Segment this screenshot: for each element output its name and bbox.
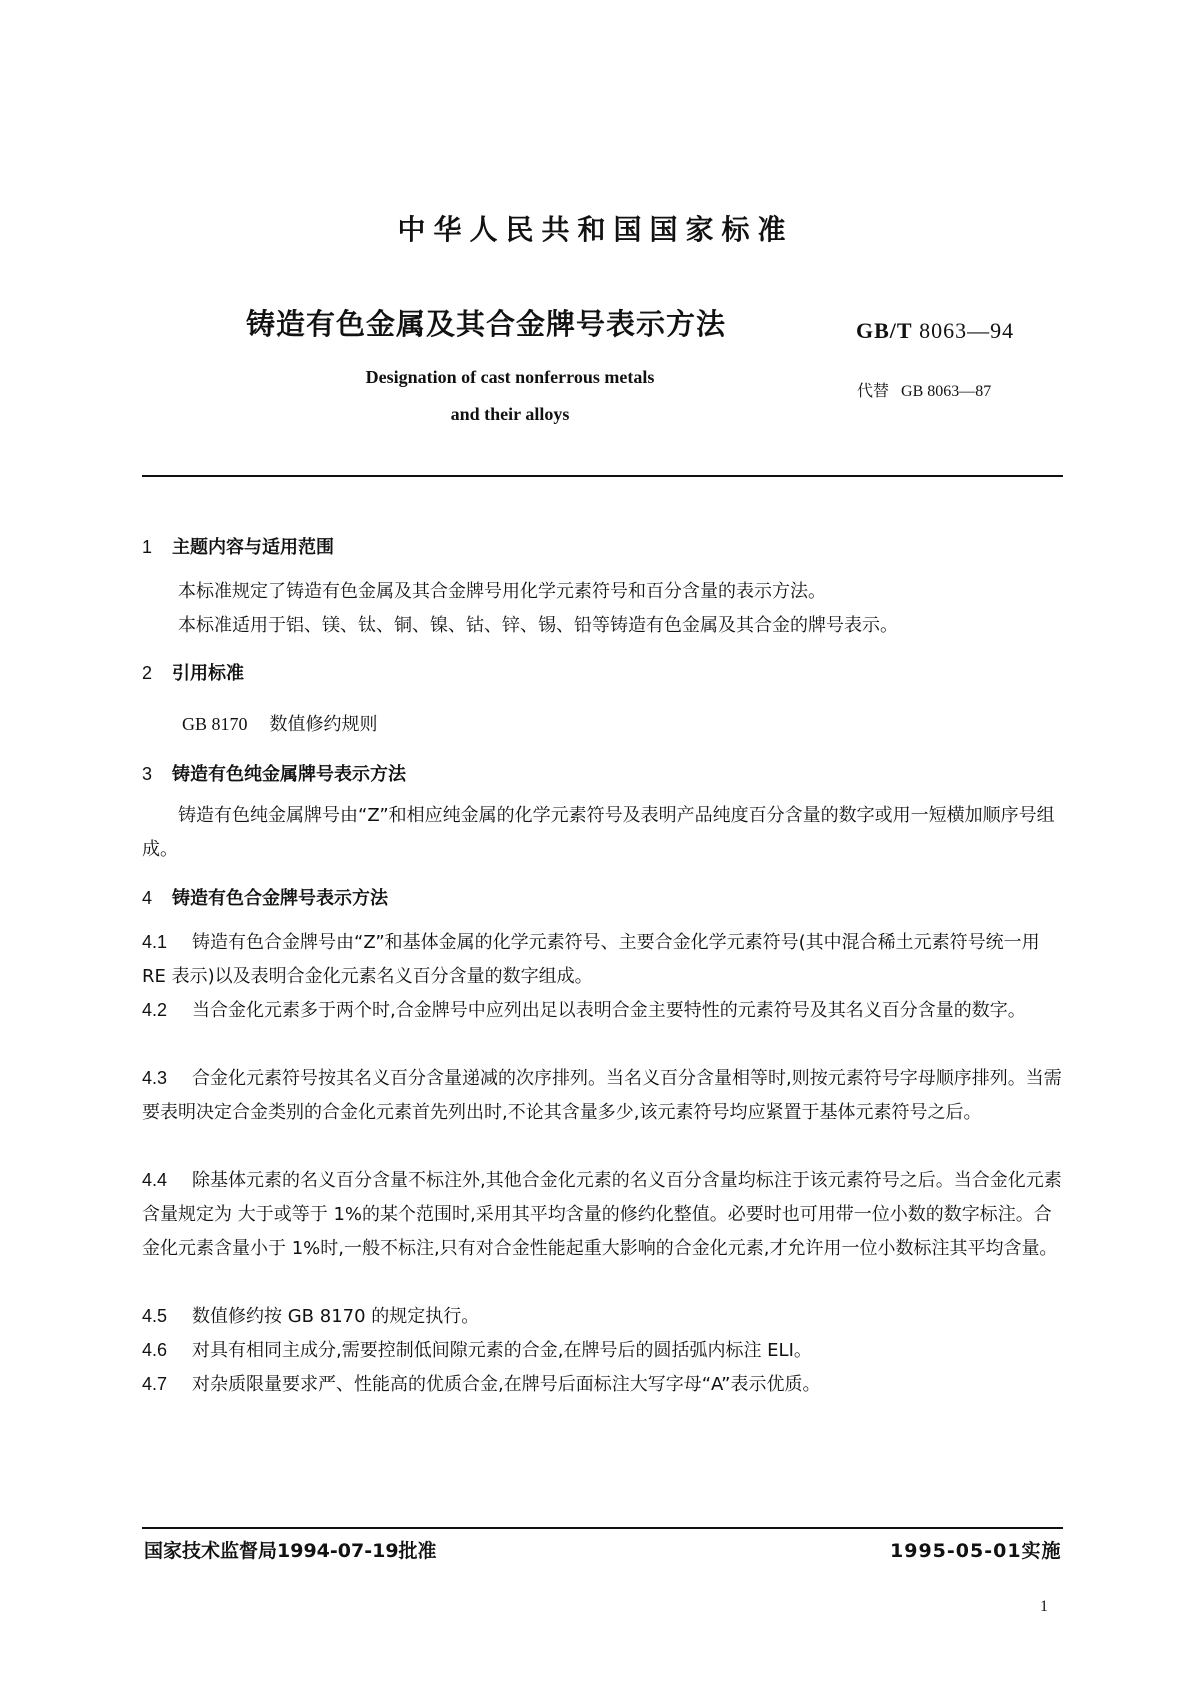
replaces-code: GB 8063—87 (901, 383, 992, 400)
section-number: 4 (142, 888, 153, 908)
reference-code: GB 8170 (182, 714, 248, 734)
section-title: 引用标准 (172, 663, 244, 684)
english-title-line-1: Designation of cast nonferrous metals (365, 367, 655, 387)
replaces-note (857, 378, 991, 401)
clause-text: 对具有相同主成分,需要控制低间隙元素的合金,在牌号后的圆括弧内标注 ELI。 (192, 1340, 812, 1361)
paragraph: 本标准规定了铸造有色金属及其合金牌号用化学元素符号和百分含量的表示方法。 (178, 581, 826, 602)
national-standard-heading: 中华人民共和国国家标准 (397, 213, 794, 246)
clause-number: 4.1 (142, 932, 168, 952)
clause-4-7 (142, 1367, 1063, 1402)
section-title: 铸造有色合金牌号表示方法 (172, 888, 388, 909)
clause-text: 当合金化元素多于两个时,合金牌号中应列出足以表明合金主要特性的元素符号及其名义百分含量的数字。 (192, 1000, 1026, 1021)
clause-4-5 (142, 1299, 1063, 1334)
section-heading-3 (142, 760, 406, 786)
clause-number: 4.3 (142, 1068, 168, 1088)
clause-number: 4.2 (142, 1000, 168, 1020)
clause-4-2 (142, 993, 1063, 1028)
clause-text: 数值修约按 GB 8170 的规定执行。 (192, 1306, 480, 1327)
replaces-label: 代替 (857, 381, 890, 400)
section-heading-2 (142, 659, 244, 685)
section-number: 3 (142, 764, 153, 784)
reference-name: 数值修约规则 (269, 714, 378, 735)
footer-divider (142, 1527, 1063, 1529)
english-title-line-2: and their alloys (450, 404, 570, 424)
clause-text: 除基体元素的名义百分含量不标注外,其他合金化元素的名义百分含量均标注于该元素符号之后。当合金化元素含量规定为 大于或等于 1%的某个范围时,采用其平均含量的修约化整值。必要时也可用带一位小数的数字标注。合金化元素含量小于 1%时,一般不标注,只有对合金性能起重大影响的合金化元素,才允许用一位小数标注其平均含量。 (142, 1170, 1062, 1259)
section-heading-1 (142, 533, 334, 559)
paragraph: 本标准适用于铝、镁、钛、铜、镍、钴、锌、锡、铅等铸造有色金属及其合金的牌号表示。 (178, 615, 898, 636)
clause-text: 对杂质限量要求严、性能高的优质合金,在牌号后面标注大写字母“A”表示优质。 (192, 1374, 821, 1395)
effective-date: 1995-05-01实施 (890, 1540, 1062, 1562)
clause-4-6 (142, 1333, 1063, 1368)
section-heading-4 (142, 884, 388, 910)
clause-4-3 (142, 1061, 1063, 1130)
standard-prefix: GB/T (856, 318, 913, 343)
section-title: 铸造有色纯金属牌号表示方法 (172, 764, 406, 785)
clause-4-4 (142, 1163, 1063, 1266)
clause-number: 4.4 (142, 1170, 168, 1190)
standard-number (856, 318, 1014, 344)
section-number: 1 (142, 537, 153, 557)
approval-line: 国家技术监督局1994-07-19批准 (144, 1540, 437, 1562)
paragraph: 铸造有色纯金属牌号由“Z”和相应纯金属的化学元素符号及表明产品纯度百分含量的数字或用一短横加顺序号组成。 (142, 805, 1055, 860)
clause-number: 4.6 (142, 1340, 168, 1360)
header-divider (142, 475, 1063, 477)
section-number: 2 (142, 663, 153, 683)
page-number: 1 (1040, 1598, 1048, 1615)
clause-4-1 (142, 925, 1063, 994)
clause-number: 4.5 (142, 1306, 168, 1326)
reference-entry (182, 710, 378, 736)
clause-text: 铸造有色合金牌号由“Z”和基体金属的化学元素符号、主要合金化学元素符号(其中混合稀土元素符号统一用 RE 表示)以及表明合金化元素名义百分含量的数字组成。 (142, 932, 1040, 987)
clause-number: 4.7 (142, 1374, 168, 1394)
document-title: 铸造有色金属及其合金牌号表示方法 (246, 307, 727, 341)
section-title: 主题内容与适用范围 (172, 537, 334, 558)
standard-code: 8063—94 (919, 318, 1015, 343)
clause-text: 合金化元素符号按其名义百分含量递减的次序排列。当名义百分含量相等时,则按元素符号字母顺序排列。当需要表明决定合金类别的合金化元素首先列出时,不论其含量多少,该元素符号均应紧置于基体元素符号之后。 (142, 1068, 1062, 1123)
